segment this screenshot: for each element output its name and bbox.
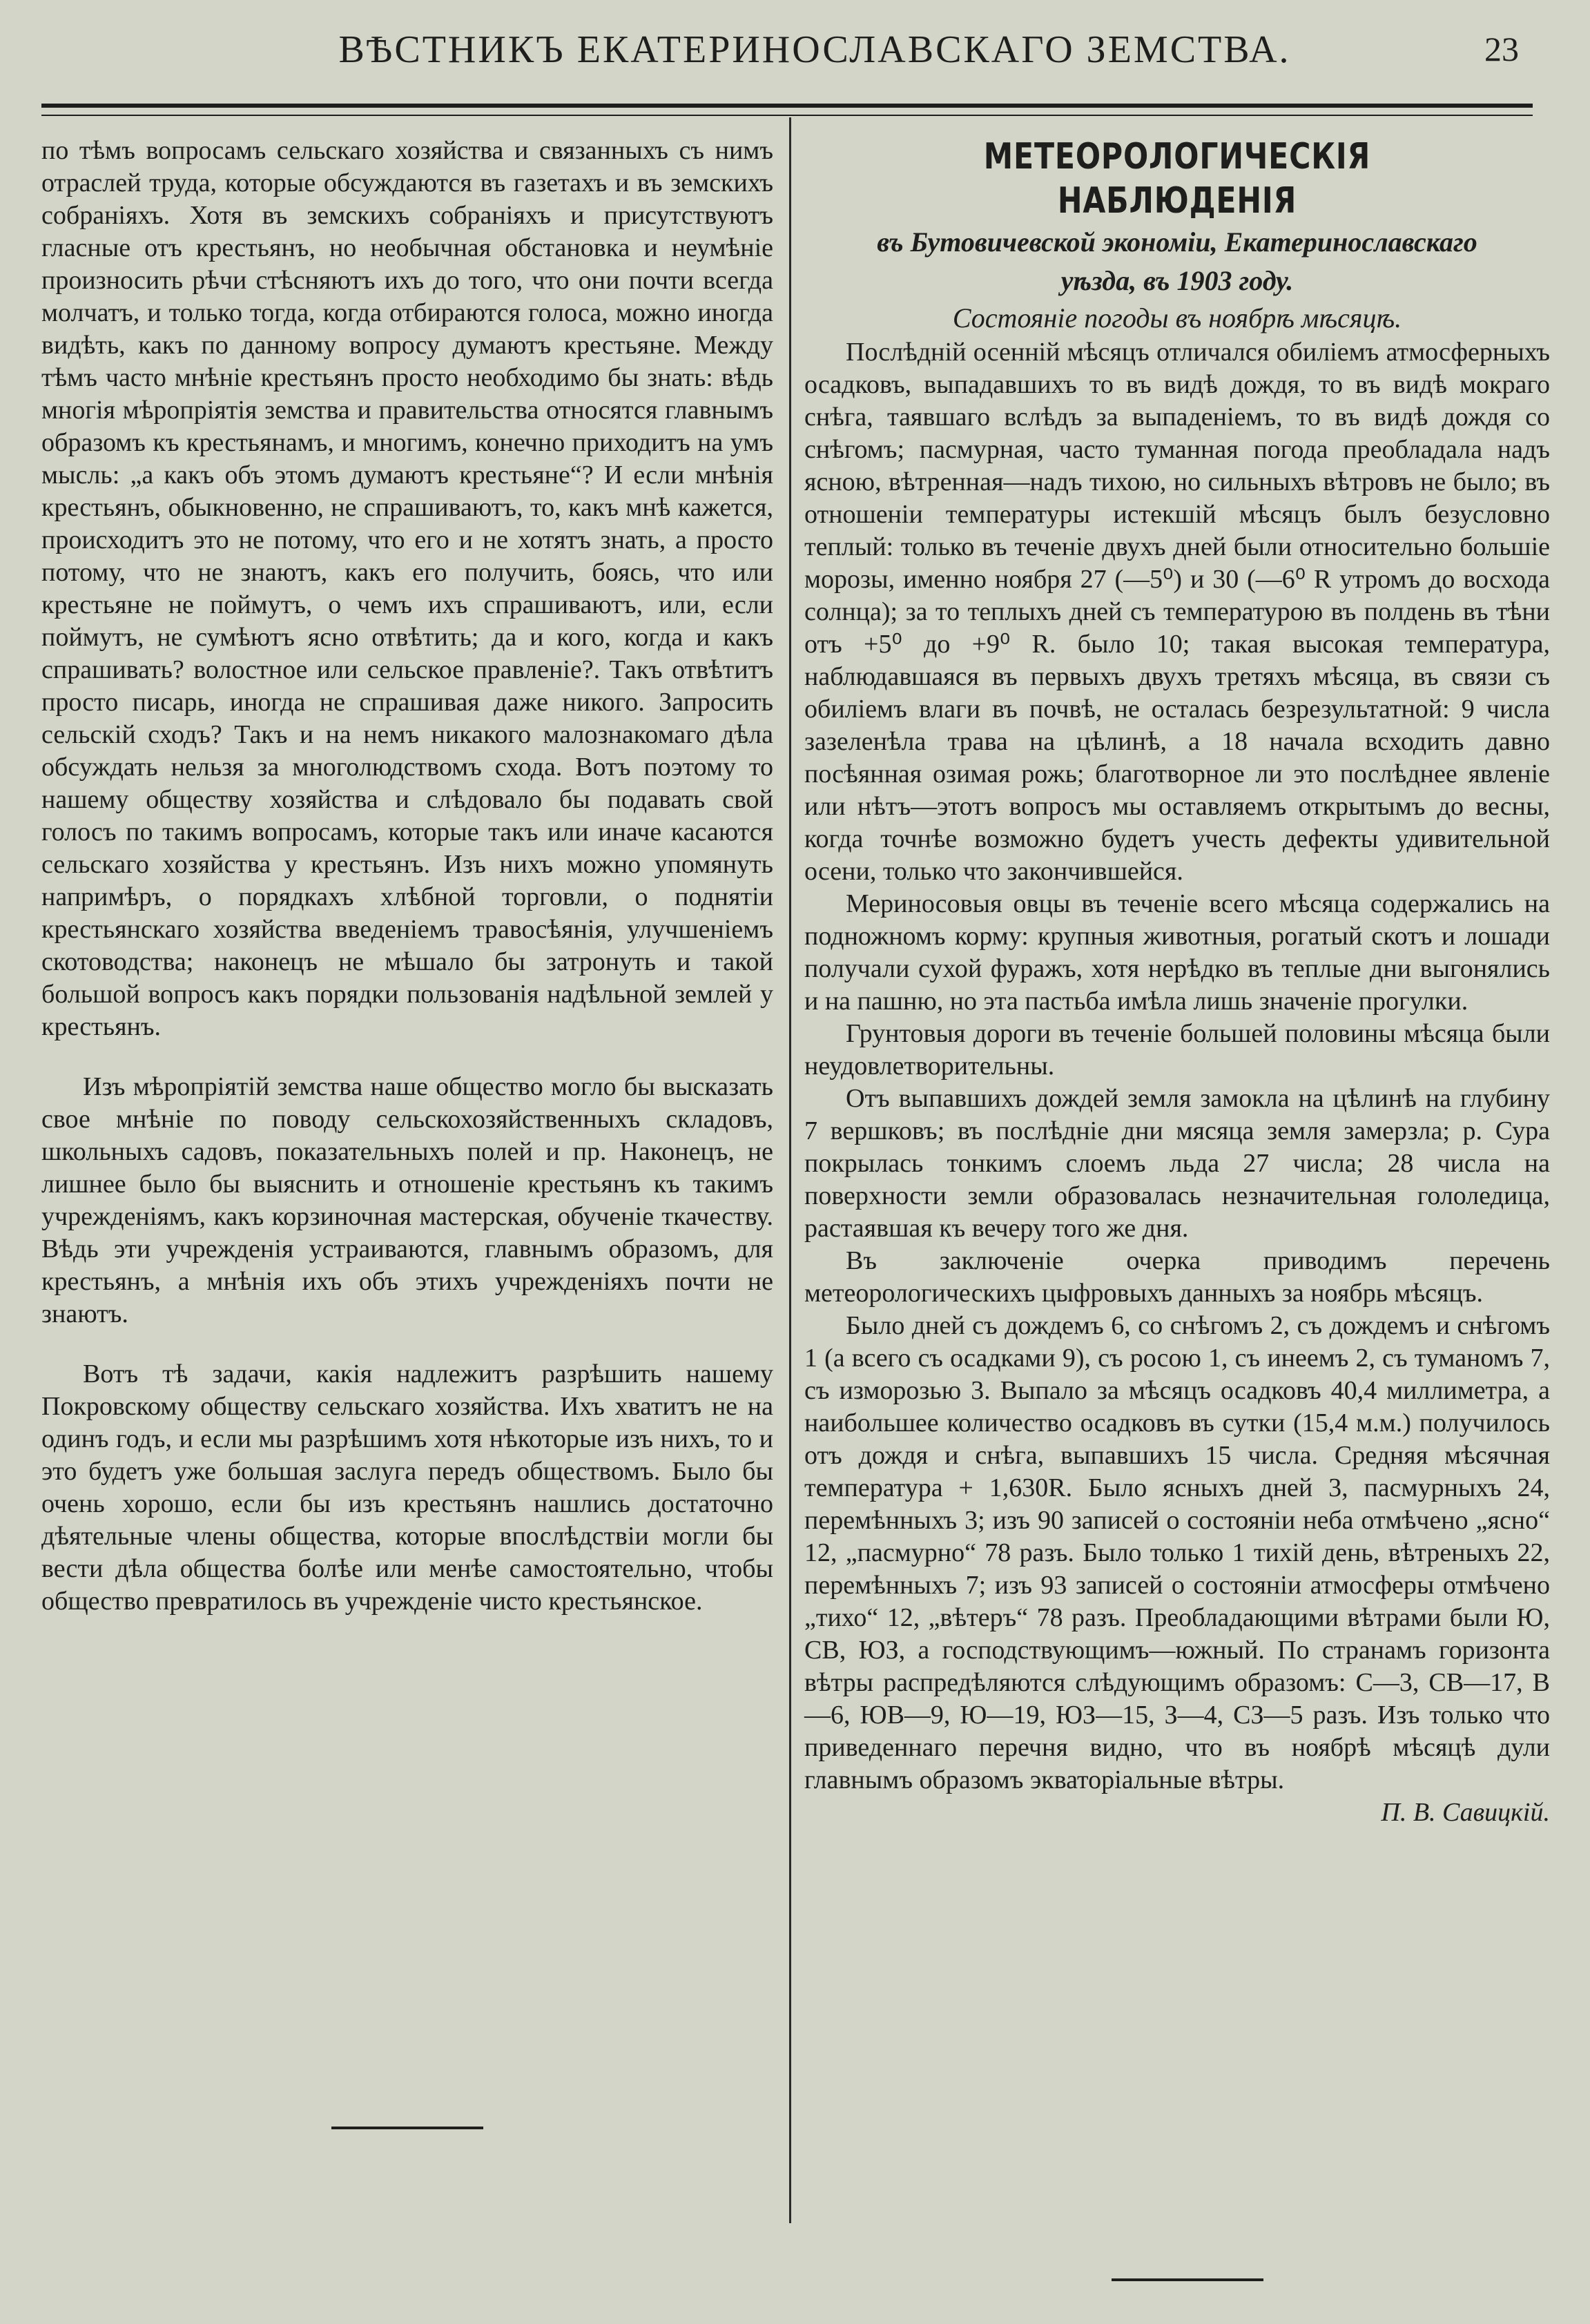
left-paragraph-3: Вотъ тѣ задачи, какія надлежитъ разрѣшить нашему Покровскому обществу сельскаго хозяйства. Ихъ хватитъ не на одинъ годъ, и если мы разрѣшимъ хотя нѣкоторые изъ нихъ, то и это будетъ уже большая заслуга передъ обществомъ. Было бы очень хорошо, если бы изъ крестьянъ нашлись достаточно дѣятельные члены общества, которые впослѣдствіи могли бы вести дѣла общества болѣе или менѣе самостоятельно, чтобы общество превратилось въ учрежденіе чисто крестьянское. bbox=[41, 1359, 773, 1616]
page-number: 23 bbox=[1484, 30, 1519, 68]
page-header bbox=[41, 28, 1547, 83]
running-title: ВѢСТНИКЪ ЕКАТЕРИНОСЛАВСКАГО ЗЕМСТВА. bbox=[338, 28, 1291, 71]
column-divider bbox=[789, 117, 791, 2223]
right-paragraph-2: Мериносовыя овцы въ теченіе всего мѣсяца содержались на подножномъ корму: крупныя животныя, рогатый скотъ и лошади получали сухой фуражъ, хотя нерѣдко въ теплые дни выгонялись и на пашню, но эта пастьба имѣла лишь значеніе прогулки. bbox=[804, 889, 1550, 1016]
right-paragraph-4: Отъ выпавшихъ дождей земля замокла на цѣлинѣ на глубину 7 вершковъ; въ послѣдніе дни мясяца земля замерзла; р. Сура покрылась тонкимъ слоемъ льда 27 числа; 28 числа на поверхности земли образовалась незначительная гололедица, растаявшая къ вечеру того же дня. bbox=[804, 1084, 1550, 1243]
right-paragraph-1: Послѣдній осенній мѣсяцъ отличался обиліемъ атмосферныхъ осадковъ, выпадавшихъ то въ видѣ дождя, то въ видѣ мокраго снѣга, таявшаго вслѣдъ за выпаденіемъ, то въ видѣ дождя со снѣгомъ; пасмурная, часто туманная погода преобладала надъ ясною, вѣтренная—надъ тихою, но сильныхъ вѣтровъ не было; въ отношеніи температуры истекшій мѣсяцъ былъ безусловно теплый: только въ теченіе двухъ дней были относительно большіе морозы, именно ноября 27 (—5⁰) и 30 (—6⁰ R утромъ до восхода солнца); за то теплыхъ дней съ температурою въ полдень въ тѣни отъ +5⁰ до +9⁰ R. было 10; такая высокая температура, наблюдавшаяся въ первыхъ двухъ третяхъ мѣсяца, въ связи съ обиліемъ влаги въ почвѣ, не осталась безрезультатной: 9 числа зазеленѣла трава на цѣлинѣ, а 18 начала всходить давно посѣянная озимая рожь; благотворное ли это послѣднее явленіе или нѣтъ—этотъ вопросъ мы оставляемъ открытымъ до весны, когда точнѣе возможно будетъ учесть дефекты удивительной осени, только что закончившейся. bbox=[804, 338, 1550, 886]
left-column bbox=[41, 135, 773, 1618]
article-end-rule-right bbox=[1112, 2278, 1263, 2281]
right-paragraph-3: Грунтовыя дороги въ теченіе большей половины мѣсяца были неудовлетворительны. bbox=[804, 1019, 1550, 1081]
author-signature: П. В. Савицкій. bbox=[1381, 1798, 1550, 1827]
left-paragraph-2: Изъ мѣропріятій земства наше общество могло бы высказать свое мнѣніе по поводу сельскохозяйственныхъ складовъ, школьныхъ садовъ, показательныхъ полей и пр. Наконецъ, не лишнее было бы выяснить и отношеніе крестьянъ къ такимъ учрежденіямъ, какъ корзиночная мастерская, обученіе ткачеству. Вѣдь эти учрежденія устраиваются, главнымъ образомъ, для крестьянъ, а мнѣнія ихъ объ этихъ учрежденіяхъ почти не знаютъ. bbox=[41, 1072, 773, 1328]
article-title: МЕТЕОРОЛОГИЧЕСКІЯ НАБЛЮДЕНІЯ bbox=[983, 136, 1371, 222]
right-paragraph-6: Было дней съ дождемъ 6, со снѣгомъ 2, съ дождемъ и снѣгомъ 1 (а всего съ осадками 9), съ росою 1, съ инеемъ 2, съ туманомъ 7, съ изморозью 3. Выпало за мѣсяцъ осадковъ 40,4 миллиметра, а наибольшее количество осадковъ въ сутки (15,4 м.м.) получилось отъ дождя и снѣга, выпавшихъ 15 числа. Средняя мѣсячная температура + 1,630R. Было ясныхъ дней 3, пасмурныхъ 24, перемѣнныхъ 3; изъ 90 записей о состояніи неба отмѣчено „ясно“ 12, „пасмурно“ 78 разъ. Было только 1 тихій день, вѣтреныхъ 22, перемѣнныхъ 7; изъ 93 записей о состояніи атмосферы отмѣчено „тихо“ 12, „вѣтеръ“ 78 разъ. Преобладающими вѣтрами были Ю, СВ, ЮЗ, а господствующимъ—южный. По странамъ горизонта вѣтры распредѣляются слѣдующимъ образомъ: С—3, СВ—17, В—6, ЮВ—9, Ю—19, ЮЗ—15, З—4, СЗ—5 разъ. Изъ только что приведеннаго перечня видно, что въ ноябрѣ мѣсяцѣ дули главнымъ образомъ экваторіальные вѣтры. bbox=[804, 1311, 1550, 1794]
article-subtitle-line-1: въ Бутовичевской экономіи, Екатеринославскаго bbox=[877, 226, 1477, 258]
right-paragraph-5: Въ заключеніе очерка приводимъ перечень метеорологическихъ цыфровыхъ данныхъ за ноябрь мѣсяцъ. bbox=[804, 1246, 1550, 1308]
section-heading: Состояніе погоды въ ноябрѣ мѣсяцѣ. bbox=[952, 302, 1402, 333]
left-paragraph-1: по тѣмъ вопросамъ сельскаго хозяйства и связанныхъ съ нимъ отраслей труда, которые обсуждаются въ газетахъ и въ земскихъ собраніяхъ. Хотя въ земскихъ собраніяхъ и присутствуютъ гласные отъ крестьянъ, но необычная обстановка и неумѣніе произносить рѣчи стѣсняютъ ихъ до того, что они почти всегда молчатъ, и только тогда, когда отбираются голоса, можно иногда видѣть, какъ по данному вопросу думаютъ крестьяне. Между тѣмъ часто мнѣніе крестьянъ просто необходимо бы знать: вѣдь многія мѣропріятія земства и правительства относятся главнымъ образомъ къ крестьянамъ, и многимъ, конечно приходитъ на умъ мысль: „а какъ объ этомъ думаютъ крестьяне“? И если мнѣнія крестьянъ, обыкновенно, не спрашиваютъ, то, какъ мнѣ кажется, происходитъ это не потому, что его и не хотятъ знать, а просто потому, что не знаютъ, какъ его получить, боясь, что или крестьяне не поймутъ, о чемъ ихъ спрашиваютъ, или, если поймутъ, не сумѣютъ ясно отвѣтить; да и кого, когда и какъ спрашивать? волостное или сельское правленіе?. Такъ отвѣтитъ просто писарь, иногда не спрашивая даже никого. Запросить сельскій сходъ? Такъ и на немъ никакого малознакомаго дѣла обсуждать нельзя за многолюдствомъ схода. Вотъ поэтому то нашему обществу хозяйства и слѣдовало бы подавать свой голосъ по такимъ вопросамъ, которые такъ или иначе касаются сельскаго хозяйства у крестьянъ. Изъ нихъ можно упомянуть напримѣръ, о порядкахъ хлѣбной торговли, о поднятіи крестьянскаго хозяйства введеніемъ травосѣянія, улучшеніемъ скотоводства; наконецъ не мѣшало бы затронуть и такой большой вопросъ какъ порядки пользованія надѣльной землей у крестьянъ. bbox=[41, 136, 773, 1041]
article-end-rule bbox=[331, 2127, 483, 2129]
right-column bbox=[804, 135, 1550, 1829]
article-subtitle-line-2: уѣзда, въ 1903 году. bbox=[1060, 265, 1294, 296]
header-rule bbox=[41, 104, 1533, 116]
